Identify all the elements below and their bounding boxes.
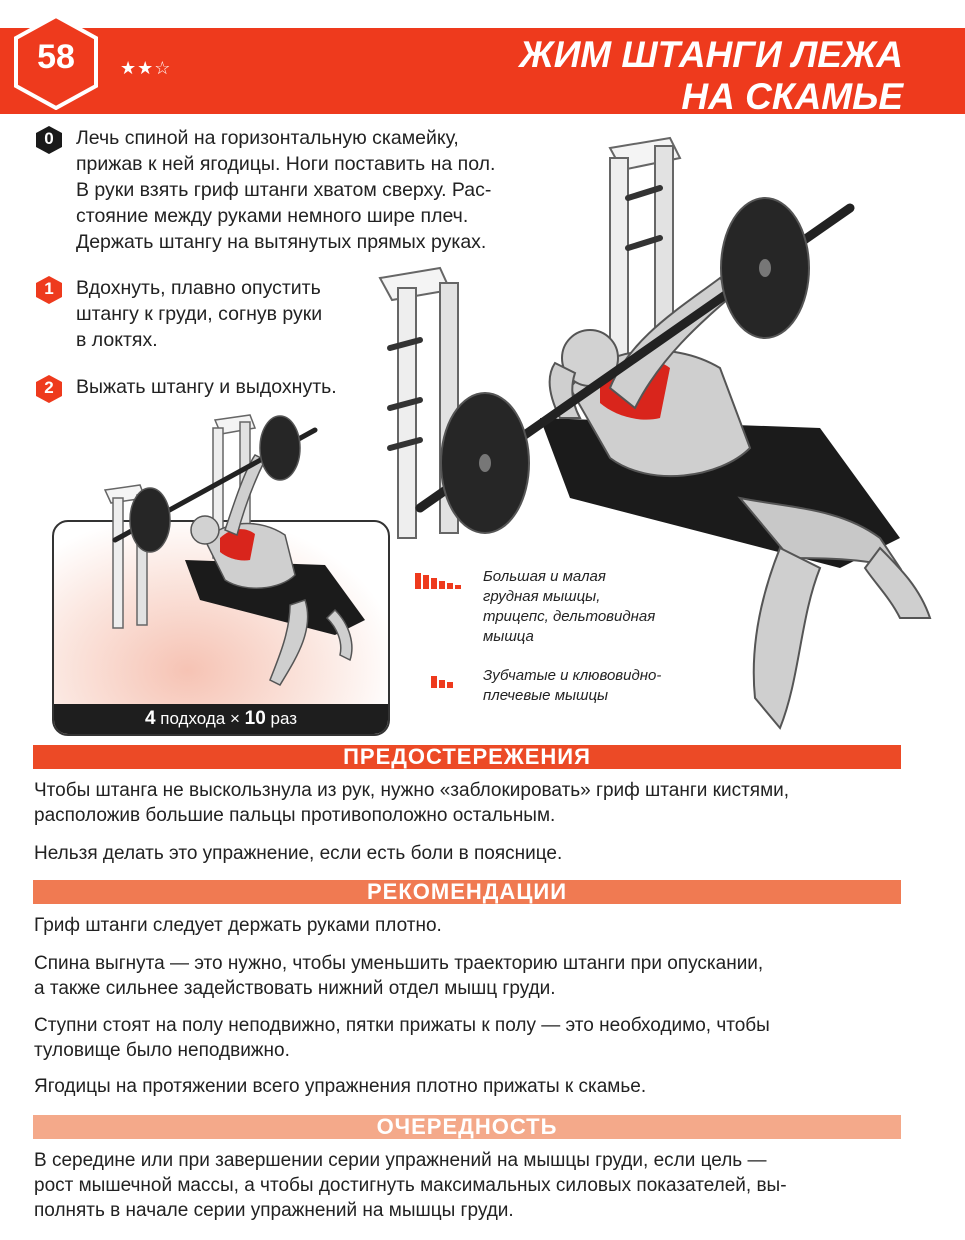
paragraph-line: Ягодицы на протяжении всего упражнения плотно прижаты к скамье. (34, 1076, 647, 1097)
recommendations-section-header (33, 880, 901, 904)
paragraph-line: туловище было неподвижно. (34, 1040, 290, 1061)
step-0-line: стояние между руками немного шире плеч. (76, 205, 469, 227)
paragraph-line: Чтобы штанга не выскользнула из рук, нужно «заблокировать» гриф штанги кистями, (34, 780, 790, 801)
legend-primary-text (483, 567, 655, 647)
recommendations-paragraph (34, 951, 763, 1001)
title-line-2: НА СКАМЬЕ (681, 76, 903, 117)
paragraph-line: Нельзя делать это упражнение, если есть боли в пояснице. (34, 843, 563, 864)
legend-line: плечевые мышцы (483, 687, 609, 704)
page-title (519, 34, 903, 118)
step-2-line: Выжать штангу и выдохнуть. (76, 376, 337, 398)
warnings-section-header (33, 745, 901, 769)
paragraph-line: а также сильнее задействовать нижний отдел мышц груди. (34, 978, 556, 999)
primary-load-icon (415, 573, 465, 589)
page-number: 58 (37, 38, 75, 76)
reps-word: раз (270, 709, 298, 728)
paragraph-line: расположив большие пальцы противоположно остальным. (34, 805, 556, 826)
step-1-line: штангу к груди, согнув руки (76, 303, 323, 325)
legend-line: трицепс, дельтовидная (483, 608, 656, 625)
order-paragraph (34, 1148, 787, 1223)
paragraph-line: полнять в начале серии упражнений на мышцы груди. (34, 1200, 514, 1221)
difficulty-stars: ★★☆ (120, 58, 172, 78)
step-0-line: прижав к ней ягодицы. Ноги поставить на пол. (76, 153, 496, 175)
bench-press-illustration (360, 118, 950, 743)
warnings-paragraph (34, 841, 562, 866)
legend-line: грудная мышцы, (483, 588, 601, 605)
legend-line: Зубчатые и клювовидно- (483, 667, 662, 684)
reps-count: 10 (244, 708, 266, 729)
step-1-marker-label: 1 (44, 279, 54, 298)
step-1-text (76, 275, 322, 353)
legend-line: мышца (483, 628, 534, 645)
secondary-load-icon (415, 672, 465, 688)
legend-secondary-text (483, 666, 661, 706)
order-section-header (33, 1115, 901, 1139)
step-2-marker-label: 2 (44, 378, 54, 397)
warnings-title: ПРЕДОСТЕРЕЖЕНИЯ (343, 744, 591, 769)
paragraph-line: рост мышечной массы, а чтобы достигнуть максимальных силовых показателей, вы- (34, 1175, 787, 1196)
paragraph-line: Гриф штанги следует держать руками плотно. (34, 915, 442, 936)
step-0-line: В руки взять гриф штанги хватом сверху. Рас- (76, 179, 492, 201)
sets-word: подхода (160, 709, 226, 728)
step-1-line: Вдохнуть, плавно опустить (76, 277, 321, 299)
warnings-paragraph (34, 778, 789, 828)
recommendations-title: РЕКОМЕНДАЦИИ (366, 879, 568, 904)
paragraph-line: В середине или при завершении серии упражнений на мышцы груди, если цель — (34, 1150, 767, 1171)
order-title: ОЧЕРЕДНОСТЬ (376, 1114, 558, 1139)
step-0-line: Лечь спиной на горизонтальную скамейку, (76, 127, 459, 149)
recommendations-paragraph (34, 1013, 770, 1063)
legend-line: Большая и малая (483, 568, 606, 585)
step-2-text (76, 374, 337, 400)
title-line-1: ЖИМ ШТАНГИ ЛЕЖА (519, 34, 903, 75)
step-0-line: Держать штангу на вытянутых прямых руках. (76, 231, 487, 253)
sets-reps-label (54, 704, 388, 734)
start-position-illustration (95, 410, 375, 700)
paragraph-line: Спина выгнута — это нужно, чтобы уменьшить траекторию штанги при опускании, (34, 953, 764, 974)
sets-count: 4 (144, 708, 156, 729)
recommendations-paragraph (34, 1074, 646, 1099)
step-1-line: в локтях. (76, 329, 158, 351)
step-0-marker-label: 0 (44, 129, 54, 148)
times-sign: × (229, 709, 240, 728)
recommendations-paragraph (34, 913, 442, 938)
paragraph-line: Ступни стоят на полу неподвижно, пятки прижаты к полу — это необходимо, чтобы (34, 1015, 770, 1036)
